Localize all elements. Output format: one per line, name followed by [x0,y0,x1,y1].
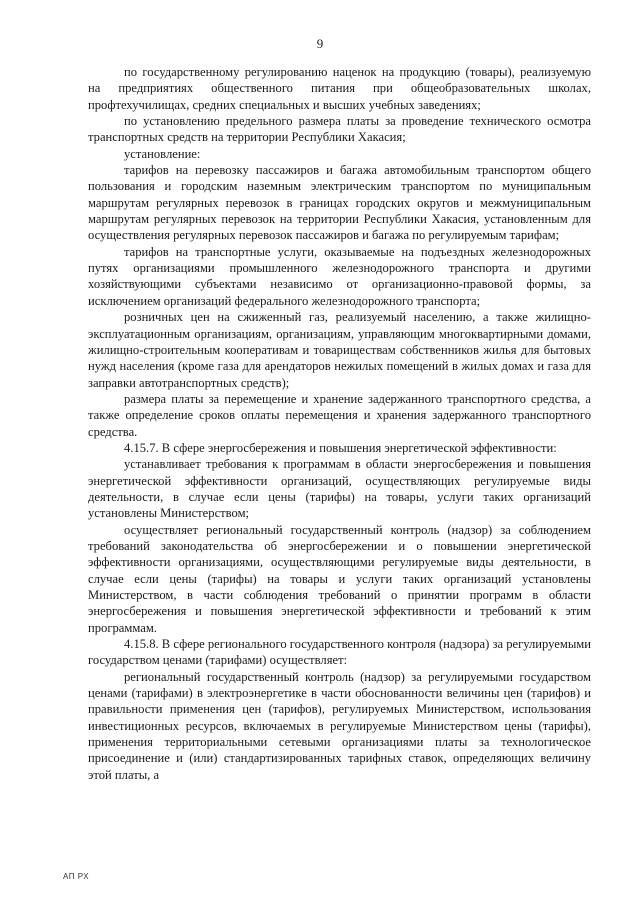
paragraph-markup-regulation: по государственному регулированию наценок на продукцию (товары), реализуемую на предприятиях общественного питания при общеобразовательных школах, профтехучилищах, средних специальных и высших учебных заведениях; [88,65,591,112]
paragraph-energy-program-requirements: устанавливает требования к программам в области энергосбережения и повышения энергетической эффективности организаций, осуществляющих регулируемые виды деятельности, в случае если цены (тарифы) на товары, услуги таких организаций установлены Министерством; [88,457,591,521]
paragraph-price-supervision: региональный государственный контроль (надзор) за регулируемыми государством ценами (тарифами) в электроэнергетике в части обоснованности величины цен (тарифов) и правильности применения цен (тарифов), регулируемых Министерством, использования инвестиционных ресурсов, включаемых в регулируемые Министерством цены (тарифы), применения территориальными сетевыми организациями платы за технологическое присоединение и (или) стандартизированных тарифных ставок, определяющих величину этой платы, а [88,669,591,782]
paragraph-passenger-tariffs: тарифов на перевозку пассажиров и багажа автомобильным транспортом общего пользования и городским наземным электрическим транспортом по муниципальным маршрутам регулярных перевозок в границах городских округов и межмуниципальным маршрутам регулярных перевозок на территории Республики Хакасия, установленным для осуществления регулярных перевозок пассажиров и багажа по регулируемым тарифам; [88,163,591,243]
paragraph-gas-prices: розничных цен на сжиженный газ, реализуемый населению, а также жилищно-эксплуатационным организациям, организациям, управляющим многоквартирными домами, жилищно-строительным кооперативам и товариществам собственников жилья для бытовых нужд населения (кроме газа для арендаторов нежилых помещений в жилых домах и газа для заправки автотранспортных средств); [88,310,591,390]
paragraph-inspection-fee: по установлению предельного размера платы за проведение технического осмотра транспортных средств на территории Республики Хакасия; [88,114,591,145]
document-body [88,64,591,783]
section-4-15-8-heading: 4.15.8. В сфере регионального государственного контроля (надзора) за регулируемыми государством ценами (тарифами) осуществляет: [88,637,591,668]
paragraph-impound-fee: размера платы за перемещение и хранение задержанного транспортного средства, а также определение сроков оплаты перемещения и хранения задержанного транспортного средства. [88,391,591,439]
paragraph-establishment-heading: установление: [124,146,201,161]
page-number: 9 [316,36,324,51]
footer-stamp: АП РХ [63,872,90,881]
paragraph-energy-supervision: осуществляет региональный государственный контроль (надзор) за соблюдением требований законодательства об энергосбережении и о повышении энергетической эффективности организациями, осуществляющими регулируемые виды деятельности, в случае если цены (тарифы) на товары и услуги таких организаций установлены Министерством, в части соблюдения требований о принятии программ в области энергосбережения и повышения энергетической эффективности и требований к этим программам. [88,522,591,635]
section-4-15-7-heading: 4.15.7. В сфере энергосбережения и повышения энергетической эффективности: [124,440,557,455]
paragraph-railway-tariffs: тарифов на транспортные услуги, оказываемые на подъездных железнодорожных путях организациями промышленного железнодорожного транспорта и другими хозяйствующими субъектами независимо от организационно-правовой формы, за исключением организаций федерального железнодорожного транспорта; [88,244,591,308]
